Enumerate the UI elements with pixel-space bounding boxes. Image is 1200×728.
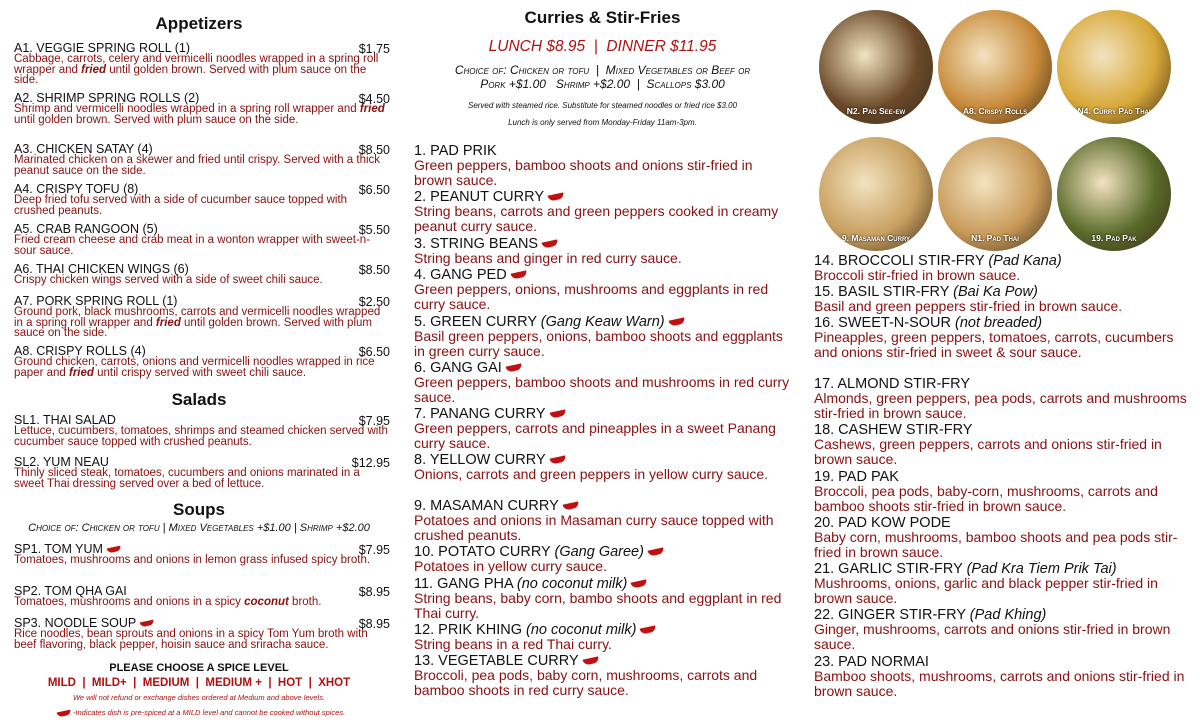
dish-name-text: 3. STRING BEANS [414, 236, 539, 252]
description-text: Deep fried tofu served with a side of cucumber sauce topped with crushed peanuts. [14, 194, 348, 217]
description-text: Lettuce, cucumbers, tomatoes, shrimps and steamed chicken served with cucumber sauce topped with crushed peanuts. [14, 425, 388, 448]
photo-caption: 19. Pad Pak [1091, 233, 1137, 243]
item-price: $8.95 [358, 617, 390, 631]
item-description [14, 555, 390, 566]
menu-item [14, 183, 390, 216]
dish-item [814, 655, 1194, 698]
description-text: Shrimp and vermicelli noodles wrapped in a spring roll wrapper and [14, 103, 360, 115]
description-text: Ground pork, black mushrooms, carrots and vermicelli noodles wrapped in a spring roll wrapper and [14, 306, 381, 329]
pepper-icon [107, 546, 122, 554]
description-text: Tomatoes, mushrooms and onions in a spicy [14, 596, 245, 608]
description-text: until golden brown. Served with plum sauce on the side. [14, 63, 367, 86]
dish-name [414, 499, 794, 513]
dish-name-text: 17. ALMOND STIR-FRY [814, 376, 971, 392]
description-text: until crispy served with sweet chili sauce. [93, 366, 307, 379]
description-text: Thinly sliced steak, tomatoes, cucumbers and onions marinated in a sweet Thai dressing served over a bed of lettuce. [14, 467, 360, 490]
dish-name [414, 144, 794, 158]
dish-alt-name: (Pad Khing) [969, 607, 1047, 623]
pepper-icon [549, 410, 566, 419]
spice-title: PLEASE CHOOSE A SPICE LEVEL [109, 662, 289, 674]
pepper-icon [631, 580, 648, 589]
dish-name [414, 315, 794, 329]
dish-name [414, 407, 794, 421]
salads-heading: Salads [171, 390, 227, 409]
photo-caption: A8. Crispy Rolls [962, 106, 1028, 116]
dish-name [814, 285, 1194, 299]
item-price: $8.50 [358, 143, 390, 157]
pepper-icon [582, 657, 599, 666]
item-name-text: SL2. YUM NEAU [14, 455, 109, 469]
dish-name-text: 23. PAD NORMAI [814, 654, 929, 670]
item-description [14, 468, 390, 489]
dish-name-text: 21. GARLIC STIR-FRY [814, 561, 963, 577]
item-name-text: A6. THAI CHICKEN WINGS (6) [14, 262, 189, 276]
item-price: $6.50 [358, 345, 390, 359]
photo-caption: N1. Pad Thai [971, 233, 1019, 243]
pepper-icon [548, 193, 565, 202]
item-name-text: SL1. THAI SALAD [14, 413, 116, 427]
menu-item [14, 223, 390, 256]
item-price: $1.75 [358, 42, 390, 56]
dish-item [414, 545, 794, 574]
dish-description: Green peppers, bamboo shoots and onions stir-fried in brown sauce. [414, 157, 753, 188]
appetizers-heading: Appetizers [155, 14, 243, 33]
dish-name [414, 577, 794, 591]
dish-name [414, 268, 794, 282]
item-price: $7.95 [358, 414, 390, 428]
description-text: Cabbage, carrots, celery and vermicelli noodles wrapped in a spring roll wrapper and [14, 53, 379, 76]
pepper-icon [648, 548, 665, 557]
photo-caption: N4. Curry Pad Thai [1077, 106, 1151, 116]
dish-name-text: 11. GANG PHA [414, 576, 513, 592]
pepper-icon [542, 240, 559, 249]
item-name-text: SP2. TOM QHA GAI [14, 584, 127, 598]
menu-item [14, 42, 390, 86]
item-price: $8.50 [358, 263, 390, 277]
dish-name [814, 608, 1194, 622]
description-emphasis: fried [69, 366, 94, 379]
curries-heading: Curries & Stir-Fries [524, 8, 681, 27]
photo-caption: N2. Pad See-ew [846, 106, 906, 116]
dish-item [414, 499, 794, 542]
dish-name [414, 190, 794, 204]
description-text: broth. [288, 596, 322, 608]
dish-description: Potatoes in yellow curry sauce. [414, 558, 607, 574]
dish-name-text: 8. YELLOW CURRY [414, 452, 546, 468]
curries-prices: LUNCH $8.95 | DINNER $11.95 [488, 38, 717, 55]
dish-alt-name: (Pad Kra Tiem Prik Tai) [966, 561, 1117, 577]
dish-name-text: 16. SWEET-N-SOUR [814, 315, 951, 331]
dish-name-text: 18. CASHEW STIR-FRY [814, 422, 973, 438]
curries-choice-2: Pork +$1.00 Shrimp +$2.00 | Scallops $3.00 [480, 77, 725, 91]
item-price: $4.50 [358, 92, 390, 106]
dish-name-text: 20. PAD KOW PODE [814, 515, 951, 531]
dish-name [814, 377, 1194, 391]
dish-description: Basil green peppers, onions, bamboo shoots and eggplants in green curry sauce. [414, 328, 783, 359]
dish-name-text: 9. MASAMAN CURRY [414, 498, 559, 514]
dish-description: String beans, carrots and green peppers cooked in creamy peanut curry sauce. [414, 203, 779, 234]
dish-item [814, 316, 1194, 359]
menu-item [14, 585, 390, 608]
dish-item [414, 453, 794, 482]
dish-name-text: 4. GANG PED [414, 267, 507, 283]
dish-description: Broccoli, pea pods, baby corn, mushrooms, carrots and bamboo shoots in red curry sauce. [414, 667, 758, 698]
dish-name [814, 655, 1194, 669]
dish-name-text: 22. GINGER STIR-FRY [814, 607, 966, 623]
pepper-icon [510, 271, 527, 280]
dish-alt-name: (Gang Keaw Warn) [540, 314, 665, 330]
soups-heading: Soups [173, 500, 225, 519]
dish-description: Baby corn, mushrooms, bamboo shoots and pea pods stir-fried in brown sauce. [814, 529, 1178, 560]
dish-item [414, 190, 794, 233]
item-description [14, 629, 390, 650]
description-text: Rice noodles, bean sprouts and onions in a spicy Tom Yum broth with beef flavoring, black pepper, hoisin sauce and sriracha sauce. [14, 628, 368, 651]
dish-name-text: 6. GANG GAI [414, 360, 502, 376]
dish-alt-name: (no coconut milk) [526, 622, 637, 638]
dish-name [814, 516, 1194, 530]
item-description [14, 235, 390, 256]
pepper-icon [549, 456, 566, 465]
dish-item [414, 237, 794, 266]
dish-description: Pineapples, green peppers, tomatoes, carrots, cucumbers and onions stir-fried in sweet & sour sauce. [814, 329, 1174, 360]
dish-name [814, 316, 1194, 330]
dish-name-text: 14. BROCCOLI STIR-FRY [814, 253, 985, 269]
pepper-icon [562, 502, 579, 511]
dish-description: Green peppers, bamboo shoots and mushrooms in red curry sauce. [414, 374, 790, 405]
dish-description: Green peppers, onions, mushrooms and eggplants in red curry sauce. [414, 281, 769, 312]
description-text: until golden brown. Served with plum sauce on the side. [14, 113, 299, 126]
dish-photo [1057, 10, 1171, 124]
dish-name-text: 2. PEANUT CURRY [414, 189, 544, 205]
item-price: $12.95 [351, 456, 390, 470]
item-price: $2.50 [358, 295, 390, 309]
dish-photo [819, 10, 933, 124]
item-name-text: A1. VEGGIE SPRING ROLL (1) [14, 41, 190, 55]
dish-name [814, 470, 1194, 484]
description-emphasis: coconut [244, 596, 289, 608]
menu-item [14, 543, 390, 566]
pepper-icon [505, 364, 522, 373]
dish-name [814, 423, 1194, 437]
item-price: $6.50 [358, 183, 390, 197]
item-name-text: A4. CRISPY TOFU (8) [14, 182, 139, 196]
dish-name-text: 5. GREEN CURRY [414, 314, 537, 330]
description-text: until golden brown. Served with plum sauce on the side. [14, 316, 372, 339]
dish-item [814, 516, 1194, 559]
curries-choice-1: Choice of: Chicken or tofu | Mixed Vegetables or Beef or [454, 63, 751, 77]
item-name-text: A8. CRISPY ROLLS (4) [14, 344, 146, 358]
item-name-text: SP3. NOODLE SOUP [14, 616, 137, 630]
dish-photo [938, 10, 1052, 124]
item-price: $8.95 [358, 585, 390, 599]
item-description [14, 357, 390, 378]
dish-description: Cashews, green peppers, carrots and onions stir-fried in brown sauce. [814, 436, 1162, 467]
menu-item [14, 617, 390, 650]
spice-legend: -Indicates dish is pre-spiced at a MILD level and cannot be cooked without spices. [0, 708, 398, 717]
dish-item [414, 654, 794, 697]
dish-name [414, 623, 794, 637]
description-text: Crispy chicken wings served with a side of sweet chili sauce. [14, 274, 323, 286]
item-description [14, 426, 390, 447]
menu-item [14, 143, 390, 176]
dish-name-text: 7. PANANG CURRY [414, 406, 546, 422]
menu-item [14, 295, 390, 339]
dish-description: Broccoli, pea pods, baby-corn, mushrooms, carrots and bamboo shoots stir-fried in brown sauce. [814, 483, 1158, 514]
dish-description: Onions, carrots and green peppers in yellow curry sauce. [414, 466, 769, 482]
dish-item [414, 268, 794, 311]
dish-name [814, 562, 1194, 576]
photo-caption: 9. Masaman Curry [841, 233, 911, 243]
dish-photo [819, 137, 933, 251]
menu-item [14, 92, 390, 125]
item-description [14, 54, 390, 86]
item-description [14, 307, 390, 339]
dish-description: Green peppers, carrots and pineapples in a sweet Panang curry sauce. [414, 420, 776, 451]
dish-description: Ginger, mushrooms, carrots and onions stir-fried in brown sauce. [814, 621, 1171, 652]
dish-item [814, 470, 1194, 513]
spice-note: We will not refund or exchange dishes ordered at Medium and above levels. [72, 693, 326, 702]
item-name-text: SP1. TOM YUM [14, 542, 103, 556]
dish-item [814, 254, 1194, 283]
description-text: Tomatoes, mushrooms and onions in lemon grass infused spicy broth. [14, 554, 371, 566]
dish-name [414, 237, 794, 251]
pepper-icon [668, 318, 685, 327]
dish-name [414, 453, 794, 467]
item-name-text: A7. PORK SPRING ROLL (1) [14, 294, 178, 308]
dish-alt-name: (Bai Ka Pow) [953, 284, 1038, 300]
item-price: $7.95 [358, 543, 390, 557]
description-emphasis: fried [155, 316, 181, 329]
dish-description: Basil and green peppers stir-fried in brown sauce. [814, 298, 1123, 314]
item-description [14, 155, 390, 176]
curries-note-1: Served with steamed rice. Substitute for steamed noodles or fried rice $3.00 [467, 101, 738, 110]
description-emphasis: fried [359, 103, 385, 115]
dish-description: String beans and ginger in red curry sauce. [414, 250, 682, 266]
dish-item [414, 577, 794, 620]
dish-item [414, 144, 794, 187]
item-price: $5.50 [358, 223, 390, 237]
item-name-text: A2. SHRIMP SPRING ROLLS (2) [14, 91, 200, 105]
menu-item [14, 414, 390, 447]
item-description [14, 275, 390, 286]
menu-item [14, 345, 390, 378]
dish-alt-name: (Gang Garee) [554, 544, 644, 560]
dish-description: Broccoli stir-fried in brown sauce. [814, 267, 1021, 283]
dish-name [414, 545, 794, 559]
description-text: Ground chicken, carrots, onions and vermicelli noodles wrapped in rice paper and [14, 356, 375, 379]
dish-photo [1057, 137, 1171, 251]
dish-item [814, 608, 1194, 651]
dish-item [814, 377, 1194, 420]
dish-name [414, 654, 794, 668]
dish-description: Potatoes and onions in Masaman curry sauce topped with crushed peanuts. [414, 512, 774, 543]
dish-item [814, 423, 1194, 466]
item-description [14, 597, 390, 608]
dish-name-text: 12. PRIK KHING [414, 622, 522, 638]
menu-item [14, 456, 390, 489]
curries-note-2: Lunch is only served from Monday-Friday 11am-3pm. [508, 118, 697, 127]
dish-name [814, 254, 1194, 268]
dish-description: Almonds, green peppers, pea pods, carrots and mushrooms stir-fried in brown sauce. [814, 390, 1187, 421]
item-name-text: A3. CHICKEN SATAY (4) [14, 142, 153, 156]
pepper-icon [140, 620, 155, 628]
dish-name-text: 1. PAD PRIK [414, 143, 497, 159]
dish-name-text: 10. POTATO CURRY [414, 544, 551, 560]
soups-choice: Choice of: Chicken or tofu | Mixed Vegetables +$1.00 | Shrimp +$2.00 [28, 522, 370, 534]
item-name-text: A5. CRAB RANGOON (5) [14, 222, 158, 236]
item-description [14, 195, 390, 216]
dish-item [814, 285, 1194, 314]
menu-item [14, 263, 390, 286]
dish-description: Mushrooms, onions, garlic and black pepper stir-fried in brown sauce. [814, 575, 1158, 606]
dish-description: String beans, baby corn, bambo shoots and eggplant in red Thai curry. [414, 590, 782, 621]
dish-alt-name: (no coconut milk) [516, 576, 628, 592]
dish-item [414, 361, 794, 404]
dish-item [414, 407, 794, 450]
pepper-icon [56, 709, 71, 717]
description-text: Marinated chicken on a skewer and fried until crispy. Served with a thick peanut sauce on the side. [14, 154, 381, 177]
dish-name-text: 15. BASIL STIR-FRY [814, 284, 950, 300]
dish-name-text: 19. PAD PAK [814, 469, 899, 485]
dish-alt-name: (Pad Kana) [988, 253, 1062, 269]
dish-item [814, 562, 1194, 605]
spice-levels: MILD | MILD+ | MEDIUM | MEDIUM + | HOT | XHOT [47, 677, 351, 689]
dish-description: String beans in a red Thai curry. [414, 636, 612, 652]
description-text: Fried cream cheese and crab meat in a wonton wrapper with sweet-n-sour sauce. [14, 234, 371, 257]
dish-name-text: 13. VEGETABLE CURRY [414, 653, 579, 669]
dish-description: Bamboo shoots, mushrooms, carrots and onions stir-fried in brown sauce. [814, 668, 1185, 699]
dish-alt-name: (not breaded) [955, 315, 1043, 331]
dish-name [414, 361, 794, 375]
item-description [14, 104, 390, 125]
dish-item [414, 315, 794, 358]
dish-photo [938, 137, 1052, 251]
pepper-icon [640, 626, 657, 635]
description-emphasis: fried [81, 63, 107, 76]
dish-item [414, 623, 794, 652]
